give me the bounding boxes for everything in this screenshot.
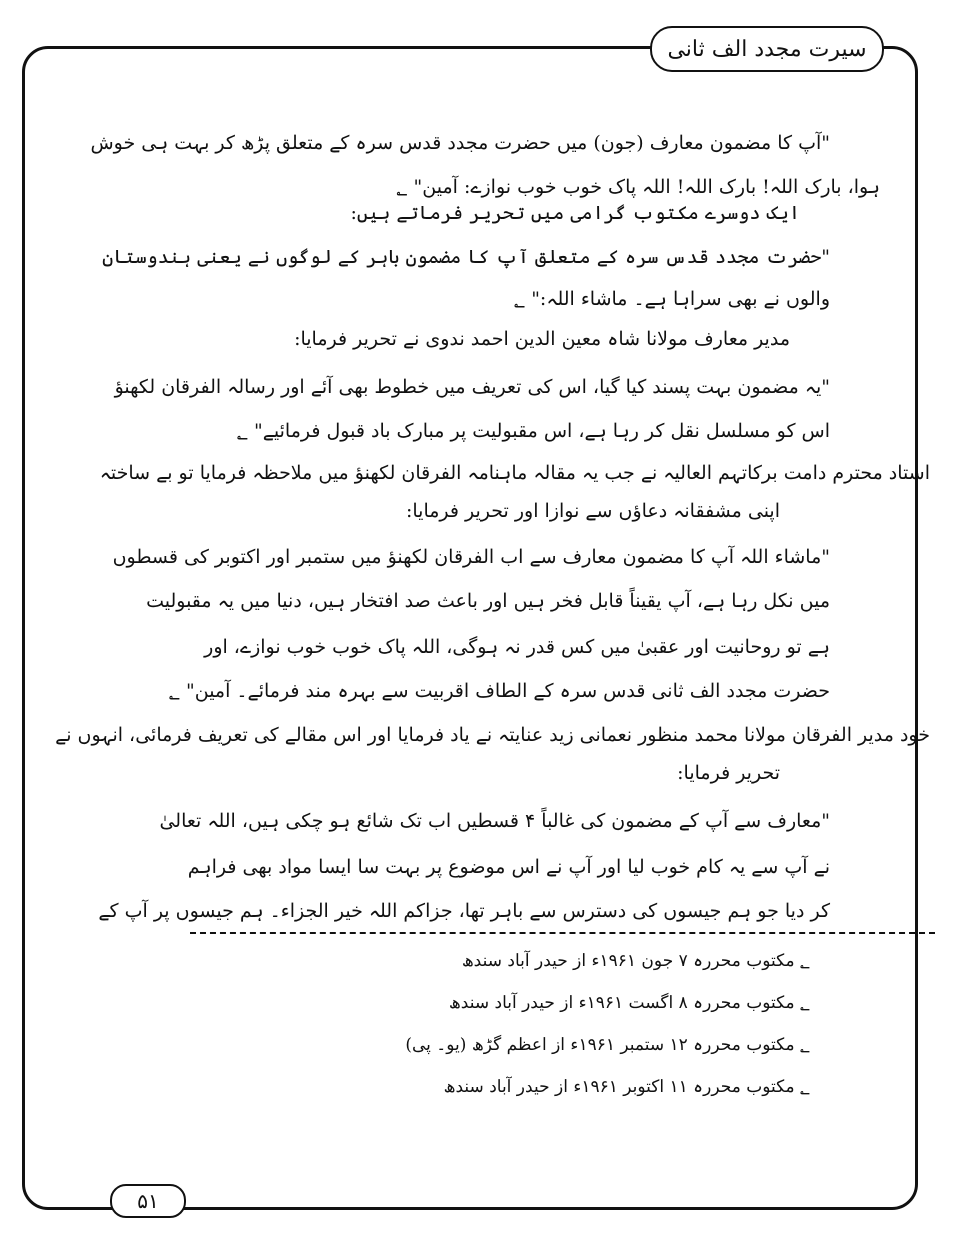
- body-line: ہے تو روحانیت اور عقبیٰ میں کس قدر نہ ہوگی، اللہ پاک خوب خوب نوازے، اور: [204, 636, 830, 658]
- body-line: والوں نے بھی سراہا ہے۔ ماشاء اللہ:" ؂: [514, 288, 830, 310]
- body-line: نے آپ سے یہ کام خوب لیا اور آپ نے اس موضوع پر بہت سا ایسا مواد بھی فراہم: [187, 856, 830, 878]
- body-line: "یہ مضمون بہت پسند کیا گیا، اس کی تعریف میں خطوط بھی آئے اور رسالہ الفرقان لکھنؤ: [114, 376, 830, 398]
- body-line: ایک دوسرے مکتوب گرامی میں تحریر فرماتے ہیں:: [350, 202, 800, 224]
- body-line: ہوا، بارک اللہ! بارک اللہ! اللہ پاک خوب خوب نوازے: آمین" ؂: [396, 176, 880, 198]
- body-line: حضرت مجدد الف ثانی قدس سرہ کے الطاف اقربیت سے بہرہ مند فرمائے۔ آمین" ؂: [168, 680, 830, 702]
- body-line: اپنی مشفقانہ دعاؤں سے نوازا اور تحریر فرمایا:: [405, 500, 780, 522]
- body-line: "ماشاء اللہ آپ کا مضمون معارف سے اب الفرقان لکھنؤ میں ستمبر اور اکتوبر کی قسطوں: [112, 546, 830, 568]
- body-line: کر دیا جو ہم جیسوں کی دسترس سے باہر تھا، جزاکم اللہ خیر الجزاء۔ ہم جیسوں پر آپ کے: [98, 900, 830, 922]
- body-line: اس کو مسلسل نقل کر رہا ہے، اس مقبولیت پر مبارک باد قبول فرمائیے" ؂: [236, 420, 830, 442]
- body-line: "معارف سے آپ کے مضمون کی غالباً ۴ قسطیں اب تک شائع ہو چکی ہیں، اللہ تعالیٰ: [159, 810, 830, 832]
- running-title: سیرت مجدد الف ثانی: [650, 26, 884, 72]
- footnote: ؂ مکتوب محررہ ۸ اگست ۱۹۶۱ء از حیدر آباد سندھ: [448, 993, 810, 1013]
- body-line: استاد محترم دامت برکاتہم العالیہ نے جب یہ مقالہ ماہنامہ الفرقان لکھنؤ میں ملاحظہ فرمایا تو بے ساختہ: [99, 462, 930, 484]
- footnote: ؂ مکتوب محررہ ۷ جون ۱۹۶۱ء از حیدر آباد سندھ: [461, 951, 810, 971]
- page-number: ۵۱: [110, 1184, 186, 1218]
- body-line: "حضرت مجدد قدس سرہ کے متعلق آپ کا مضمون باہر کے لوگوں نے یعنی ہندوستان: [102, 246, 830, 268]
- body-line: تحریر فرمایا:: [677, 762, 780, 784]
- body-line: خود مدیر الفرقان مولانا محمد منظور نعمانی زید عنایتہ نے یاد فرمایا اور اس مقالے کی تعریف فرمائی، انہوں نے: [55, 724, 930, 746]
- body-line: مدیر معارف مولانا شاہ معین الدین احمد ندوی نے تحریر فرمایا:: [294, 328, 790, 350]
- footnote: ؂ مکتوب محررہ ۱۱ اکتوبر ۱۹۶۱ء از حیدر آباد سندھ: [443, 1077, 810, 1097]
- footnote: ؂ مکتوب محررہ ۱۲ ستمبر ۱۹۶۱ء از اعظم گڑھ (یو۔ پی): [405, 1035, 810, 1055]
- footnote-separator: [190, 932, 935, 934]
- body-line: "آپ کا مضمون معارف (جون) میں حضرت مجدد قدس سرہ کے متعلق پڑھ کر بہت ہی خوش: [90, 132, 830, 154]
- body-line: میں نکل رہا ہے، آپ یقیناً قابل فخر ہیں اور باعث صد افتخار ہیں، دنیا میں یہ مقبولیت: [146, 590, 830, 612]
